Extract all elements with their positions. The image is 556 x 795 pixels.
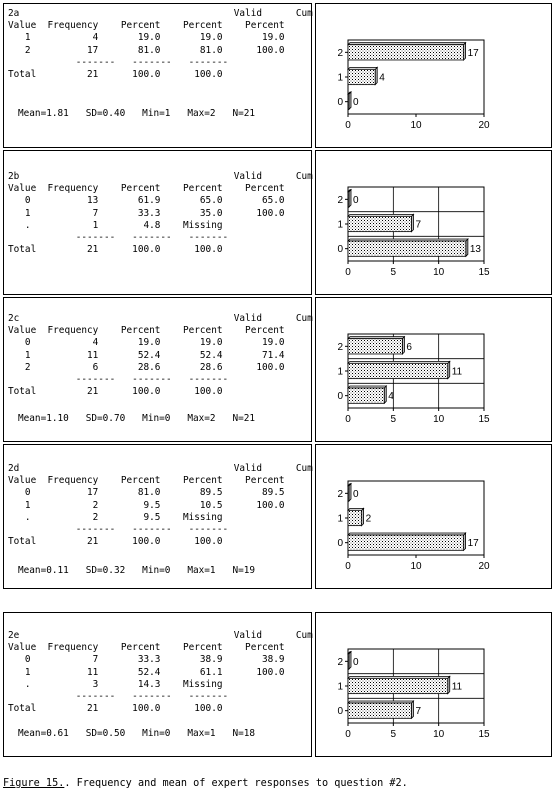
x-tick-label: 10	[433, 267, 445, 278]
x-tick-label: 15	[478, 414, 490, 425]
y-tick-label: 0	[337, 391, 343, 403]
x-tick-label: 5	[390, 729, 397, 740]
bar	[348, 94, 349, 109]
bar	[348, 654, 349, 669]
x-tick-label: 0	[345, 729, 351, 740]
bar-chart-cell	[315, 297, 552, 442]
bar	[348, 363, 448, 378]
summary-stats: Mean=0.61 SD=0.50 Min=0 Max=1 N=18	[18, 728, 256, 739]
bar	[348, 486, 349, 501]
bar-chart	[316, 151, 551, 294]
figure-caption	[3, 778, 408, 789]
y-tick-label: 2	[337, 656, 343, 668]
panel-2a	[3, 3, 552, 148]
frequency-table-cell	[3, 444, 312, 589]
bar	[348, 510, 362, 525]
bar-chart	[316, 613, 551, 756]
bar-chart-cell	[315, 444, 552, 589]
bar-chart	[316, 445, 551, 588]
x-tick-label: 0	[345, 267, 351, 278]
bar-value-label: 4	[388, 391, 394, 403]
frequency-table-cell	[3, 297, 312, 442]
bar	[348, 216, 411, 231]
bar-chart	[316, 298, 551, 441]
bar-value-label: 7	[415, 219, 422, 231]
y-tick-label: 1	[337, 72, 343, 84]
frequency-table: 2c Valid Cum Value Frequency Percent Percent Percent 0 4 19.0 19.0 19.0 1 11 52.4 52.4 71.4 2 6 28.6 28.6 100.0 ------- ------- ------- Total 21 100.0 100.0	[8, 313, 313, 398]
x-tick-label: 5	[390, 414, 397, 425]
bar-value-label: 2	[365, 513, 372, 525]
y-tick-label: 0	[337, 706, 343, 718]
frequency-table: 2b Valid Cum Value Frequency Percent Percent Percent 0 13 61.9 65.0 65.0 1 7 33.3 35.0 100.0 . 1 4.8 Missing ------- ------- ------- Total 21 100.0 100.0	[8, 171, 313, 256]
summary-stats: Mean=1.10 SD=0.70 Min=0 Max=2 N=21	[18, 413, 256, 424]
y-tick-label: 1	[337, 513, 343, 525]
x-tick-label: 0	[345, 561, 351, 572]
bar-value-label: 13	[469, 244, 481, 256]
x-tick-label: 15	[478, 267, 490, 278]
y-tick-label: 2	[337, 488, 343, 500]
x-tick-label: 5	[390, 267, 397, 278]
bar	[348, 192, 349, 207]
bar-value-label: 0	[353, 656, 359, 668]
bar	[348, 703, 411, 718]
bar-chart-cell	[315, 150, 552, 295]
frequency-table-cell	[3, 150, 312, 295]
y-tick-label: 2	[337, 47, 343, 59]
bar-value-label: 7	[415, 706, 422, 718]
bar-value-label: 0	[353, 488, 359, 500]
bar	[348, 241, 466, 256]
y-tick-label: 0	[337, 244, 343, 256]
x-tick-label: 0	[345, 120, 351, 131]
x-tick-label: 20	[478, 120, 490, 131]
bar	[348, 388, 384, 403]
frequency-table: 2d Valid Cum Value Frequency Percent Percent Percent 0 17 81.0 89.5 89.5 1 2 9.5 10.5 100.0 . 2 9.5 Missing ------- ------- ------- Total 21 100.0 100.0	[8, 463, 313, 548]
bar-value-label: 17	[467, 538, 479, 550]
panel-2d	[3, 444, 552, 589]
bar	[348, 45, 464, 60]
bar-chart-cell	[315, 3, 552, 148]
frequency-table-cell	[3, 3, 312, 148]
summary-stats: Mean=0.11 SD=0.32 Min=0 Max=1 N=19	[18, 565, 256, 576]
y-tick-label: 1	[337, 366, 343, 378]
figure-label: Figure 15.	[3, 778, 65, 789]
bar	[348, 339, 402, 354]
bar-value-label: 4	[379, 72, 385, 84]
bar-value-label: 17	[467, 47, 479, 59]
bar	[348, 535, 464, 550]
frequency-table: 2a Valid Cum Value Frequency Percent Percent Percent 1 4 19.0 19.0 19.0 2 17 81.0 81.0 100.0 ------- ------- ------- Total 21 100.0 100.0	[8, 8, 313, 81]
frequency-table-cell	[3, 612, 312, 757]
y-tick-label: 0	[337, 97, 343, 109]
bar	[348, 678, 448, 693]
x-tick-label: 10	[410, 561, 422, 572]
x-tick-label: 0	[345, 414, 351, 425]
x-tick-label: 10	[433, 414, 445, 425]
bar-chart-cell	[315, 612, 552, 757]
x-tick-label: 20	[478, 561, 490, 572]
x-tick-label: 10	[410, 120, 422, 131]
bar-value-label: 6	[406, 341, 412, 353]
x-tick-label: 15	[478, 729, 490, 740]
x-tick-label: 10	[433, 729, 445, 740]
frequency-table: 2e Valid Cum Value Frequency Percent Percent Percent 0 7 33.3 38.9 38.9 1 11 52.4 61.1 100.0 . 3 14.3 Missing ------- ------- ------- Total 21 100.0 100.0	[8, 630, 313, 715]
y-tick-label: 2	[337, 194, 343, 206]
panel-2e	[3, 612, 552, 757]
summary-stats: Mean=1.81 SD=0.40 Min=1 Max=2 N=21	[18, 108, 256, 119]
bar-value-label: 0	[353, 194, 359, 206]
y-tick-label: 1	[337, 219, 343, 231]
panel-2c	[3, 297, 552, 442]
bar-value-label: 11	[451, 681, 463, 693]
y-tick-label: 2	[337, 341, 343, 353]
caption-text: . Frequency and mean of expert responses to question #2.	[64, 778, 408, 789]
y-tick-label: 0	[337, 538, 343, 550]
panel-2b	[3, 150, 552, 295]
bar-value-label: 11	[451, 366, 463, 378]
y-tick-label: 1	[337, 681, 343, 693]
bar	[348, 69, 375, 84]
bar-value-label: 0	[353, 97, 359, 109]
bar-chart	[316, 4, 551, 147]
